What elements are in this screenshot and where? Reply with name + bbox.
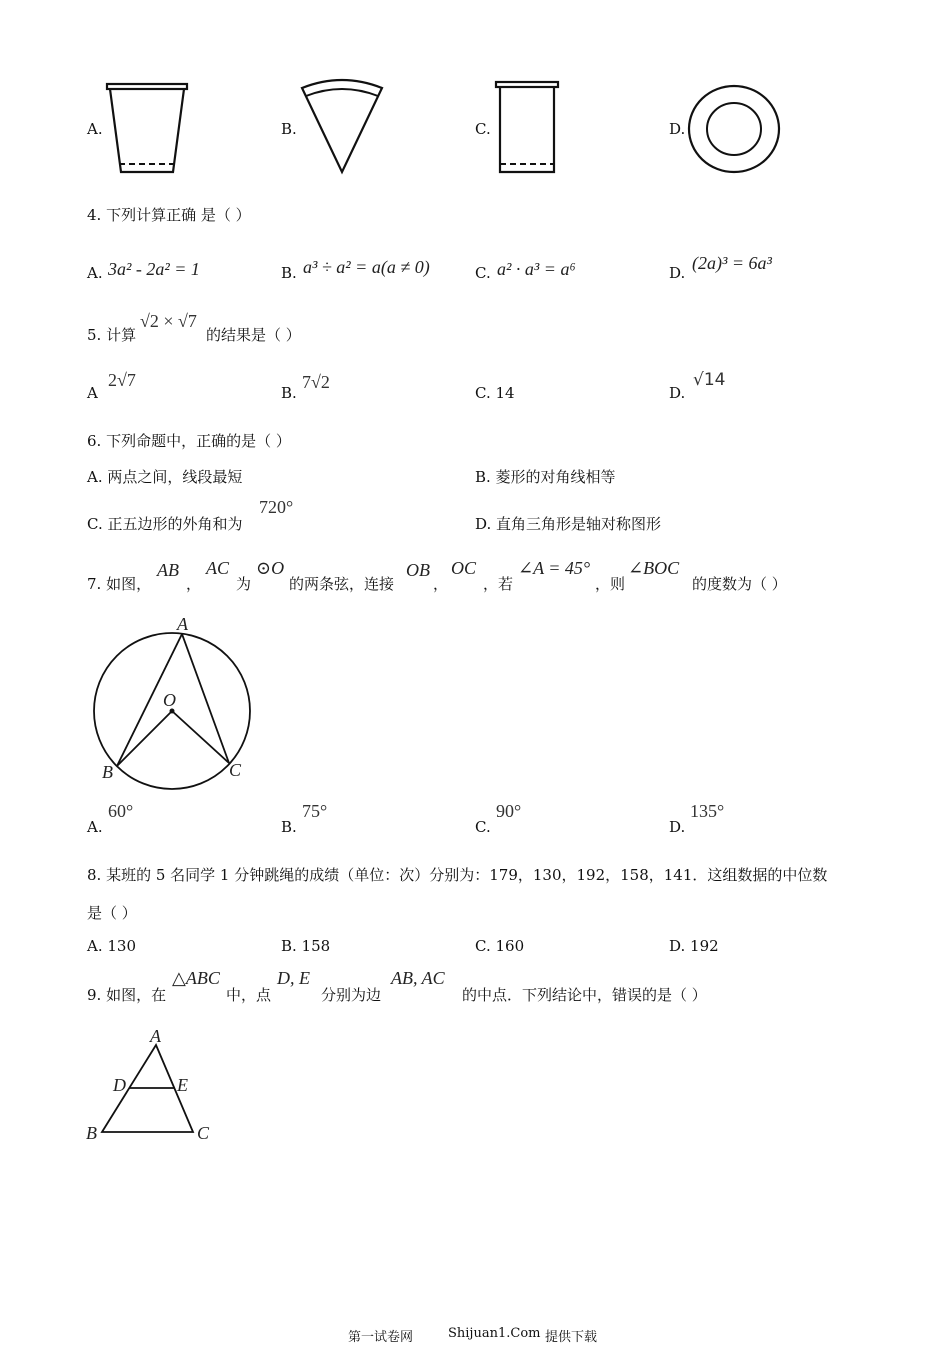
q7-text-2: 的两条弦，连接 bbox=[289, 575, 395, 593]
q3-option-d-label: D. bbox=[669, 120, 686, 138]
q3-option-a-figure bbox=[105, 82, 189, 177]
q7-segment-ob: OB bbox=[406, 560, 430, 580]
footer-site-domain[interactable]: Shijuan1.Com bbox=[448, 1326, 541, 1341]
q5-expr: √2 × √7 bbox=[140, 311, 197, 331]
q9-figure-label-d: D bbox=[113, 1075, 126, 1095]
q7-option-b-value: 75° bbox=[302, 801, 328, 821]
q7-comma-1: ， bbox=[186, 575, 202, 593]
q8-line-1: 8. 某班的 5 名同学 1 分钟跳绳的成绩（单位：次）分别为：179，130，192，158，141．这组数据的中位数 bbox=[87, 866, 828, 884]
q5-suffix: 的结果是（ ） bbox=[206, 326, 301, 344]
q9-text-2: 中，点 bbox=[226, 986, 272, 1004]
q5-option-d-label: D. bbox=[669, 384, 686, 402]
q5-prefix: 5. 计算 bbox=[87, 326, 137, 344]
q7-ruo: ，若 bbox=[483, 575, 514, 593]
q7-option-c-label: C. bbox=[475, 818, 491, 836]
q7-angle-a: ∠A = 45° bbox=[518, 558, 591, 578]
q3-option-a-label: A. bbox=[87, 120, 103, 138]
q9-points-de: D, E bbox=[277, 968, 310, 988]
q7-figure-label-c: C bbox=[229, 760, 242, 780]
q7-chord-ab: AB bbox=[157, 560, 179, 580]
q7-segment-oc: OC bbox=[451, 558, 477, 578]
q7-option-d-label: D. bbox=[669, 818, 686, 836]
q7-angle-boc: ∠BOC bbox=[628, 558, 680, 578]
q7-wei: 为 bbox=[236, 575, 252, 593]
q3-option-b-label: B. bbox=[281, 120, 297, 138]
q8-option-c: C. 160 bbox=[475, 937, 525, 955]
q7-text-3: 的度数为（ ） bbox=[692, 575, 787, 593]
q4-title: 4. 下列计算正确 是（ ） bbox=[87, 206, 251, 224]
q7-figure-label-o: O bbox=[163, 690, 176, 710]
q7-option-a-value: 60° bbox=[108, 801, 134, 821]
q9-sides-abac: AB, AC bbox=[391, 968, 445, 988]
q5-option-a-label: A bbox=[87, 384, 98, 402]
q7-figure-label-a: A bbox=[177, 614, 188, 634]
q7-intro: 7. 如图， bbox=[87, 575, 152, 593]
q9-figure-label-a: A bbox=[150, 1026, 161, 1046]
q9-intro: 9. 如图，在 bbox=[87, 986, 167, 1004]
q5-option-c: C. 14 bbox=[475, 384, 515, 402]
q3-option-b-figure bbox=[300, 76, 386, 176]
q7-figure-label-b: B bbox=[102, 762, 113, 782]
footer-site-name: 第一试卷网 bbox=[348, 1330, 414, 1345]
q9-figure-label-c: C bbox=[197, 1123, 210, 1143]
q7-option-b-label: B. bbox=[281, 818, 297, 836]
q4-option-c-expr: a² · a³ = a⁶ bbox=[497, 259, 576, 279]
q3-option-c-label: C. bbox=[475, 120, 491, 138]
q4-option-a-expr: 3a² - 2a² = 1 bbox=[108, 259, 200, 279]
q9-text-3: 分别为边 bbox=[321, 986, 382, 1004]
q5-option-a-value: 2√7 bbox=[108, 370, 136, 390]
q7-circle-o: ⊙O bbox=[256, 558, 285, 578]
q4-option-b-label: B. bbox=[281, 264, 297, 282]
q3-option-d-figure bbox=[688, 84, 782, 174]
q4-option-c-label: C. bbox=[475, 264, 491, 282]
q7-option-a-label: A. bbox=[87, 818, 103, 836]
q5-option-b-label: B. bbox=[281, 384, 297, 402]
q4-option-a-label: A. bbox=[87, 264, 103, 282]
q6-option-c-value: 720° bbox=[259, 497, 294, 517]
q4-option-d-expr: (2a)³ = 6a³ bbox=[692, 253, 772, 273]
q7-option-c-value: 90° bbox=[496, 801, 522, 821]
footer-provide: 提供下载 bbox=[545, 1330, 598, 1345]
q9-figure-label-b: B bbox=[86, 1123, 97, 1143]
q8-option-b: B. 158 bbox=[281, 937, 331, 955]
q8-option-a: A. 130 bbox=[87, 937, 136, 955]
q5-option-d-value: √14 bbox=[693, 370, 726, 390]
q6-option-a: A. 两点之间，线段最短 bbox=[87, 468, 243, 486]
q8-line-2: 是（ ） bbox=[87, 904, 137, 922]
q6-title: 6. 下列命题中，正确的是（ ） bbox=[87, 432, 291, 450]
q7-chord-ac: AC bbox=[206, 558, 230, 578]
q7-ze: ，则 bbox=[595, 575, 626, 593]
q8-option-d: D. 192 bbox=[669, 937, 719, 955]
q4-option-d-label: D. bbox=[669, 264, 686, 282]
q9-triangle: △ABC bbox=[172, 968, 220, 988]
q9-figure-label-e: E bbox=[177, 1075, 188, 1095]
q4-option-b-expr: a³ ÷ a² = a(a ≠ 0) bbox=[303, 257, 430, 277]
q5-option-b-value: 7√2 bbox=[302, 372, 330, 392]
q7-option-d-value: 135° bbox=[690, 801, 725, 821]
q9-text-4: 的中点．下列结论中，错误的是（ ） bbox=[462, 986, 707, 1004]
q7-comma-2: ， bbox=[433, 575, 449, 593]
q6-option-b: B. 菱形的对角线相等 bbox=[475, 468, 616, 486]
q6-option-d: D. 直角三角形是轴对称图形 bbox=[475, 515, 662, 533]
q6-option-c: C. 正五边形的外角和为 bbox=[87, 515, 243, 533]
q3-option-c-figure bbox=[494, 80, 562, 176]
